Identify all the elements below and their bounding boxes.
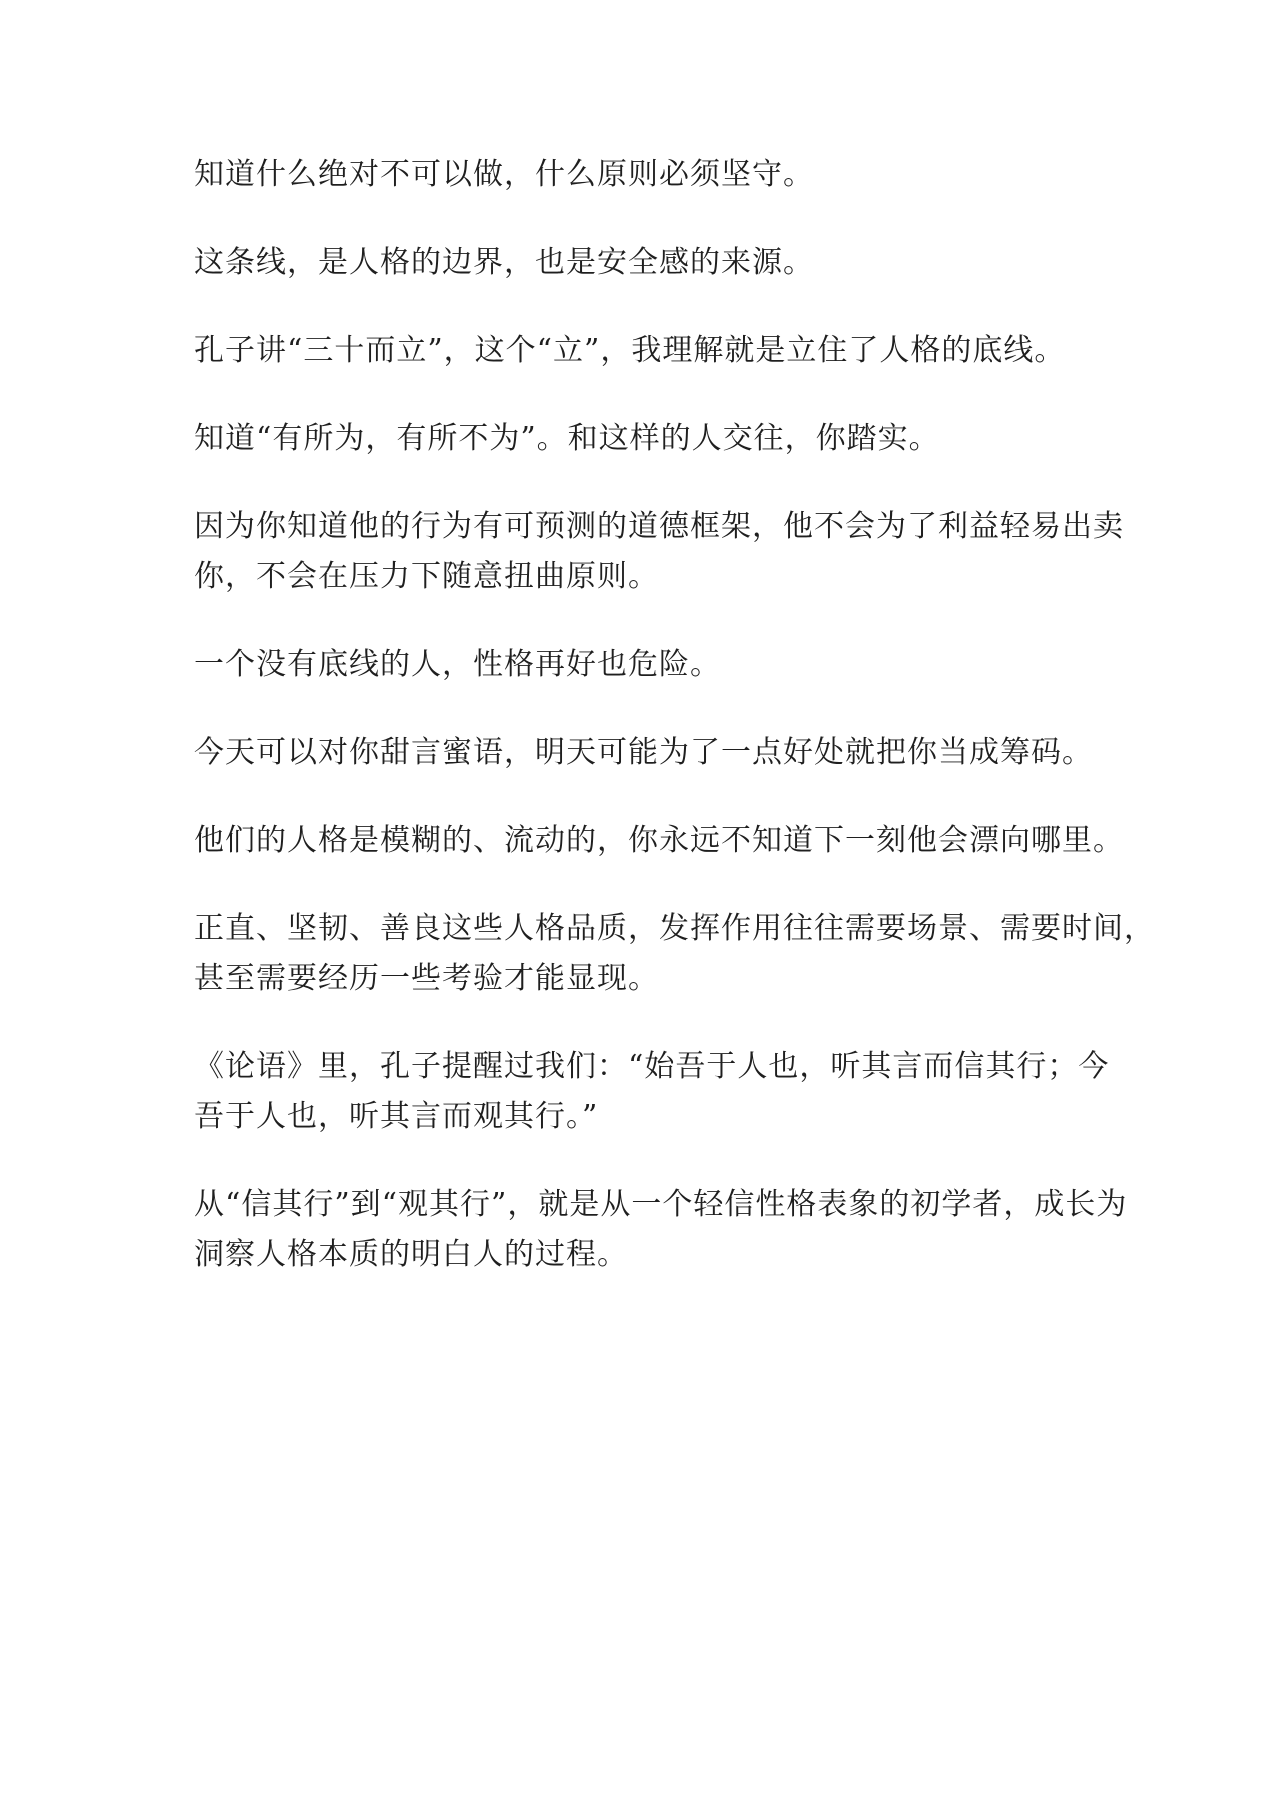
text-line: 吾于人也，听其言而观其行。” [194, 1099, 599, 1134]
document-body [194, 150, 1155, 1318]
text-line: 知道什么绝对不可以做，什么原则必须坚守。 [194, 157, 814, 192]
paragraph-4 [194, 414, 1094, 464]
text-line: 正直、坚韧、善良这些人格品质，发挥作用往往需要场景、需要时间， [194, 911, 1155, 946]
text-line: 知道“有所为，有所不为”。和这样的人交往，你踏实。 [194, 421, 940, 456]
text-line: 今天可以对你甜言蜜语，明天可能为了一点好处就把你当成筹码。 [194, 735, 1093, 770]
paragraph-10 [194, 1042, 1110, 1142]
paragraph-6 [194, 640, 1094, 690]
paragraph-11 [194, 1180, 1128, 1280]
text-line: 洞察人格本质的明白人的过程。 [194, 1237, 628, 1272]
paragraph-8 [194, 816, 1124, 866]
text-line: 他们的人格是模糊的、流动的，你永远不知道下一刻他会漂向哪里。 [194, 823, 1124, 858]
text-line: 这条线，是人格的边界，也是安全感的来源。 [194, 245, 814, 280]
paragraph-7 [194, 728, 1094, 778]
paragraph-2 [194, 238, 1094, 288]
text-line: 甚至需要经历一些考验才能显现。 [194, 961, 659, 996]
paragraph-1 [194, 150, 1094, 200]
text-line: 你，不会在压力下随意扭曲原则。 [194, 559, 659, 594]
paragraph-3 [194, 326, 1094, 376]
paragraph-5 [194, 502, 1124, 602]
text-line: 孔子讲“三十而立”，这个“立”，我理解就是立住了人格的底线。 [194, 333, 1066, 368]
text-line: 因为你知道他的行为有可预测的道德框架，他不会为了利益轻易出卖 [194, 509, 1124, 544]
text-line: 《论语》里，孔子提醒过我们：“始吾于人也，听其言而信其行；今 [194, 1049, 1110, 1084]
paragraph-9 [194, 904, 1155, 1004]
text-line: 一个没有底线的人，性格再好也危险。 [194, 647, 721, 682]
text-line: 从“信其行”到“观其行”，就是从一个轻信性格表象的初学者，成长为 [194, 1187, 1128, 1222]
